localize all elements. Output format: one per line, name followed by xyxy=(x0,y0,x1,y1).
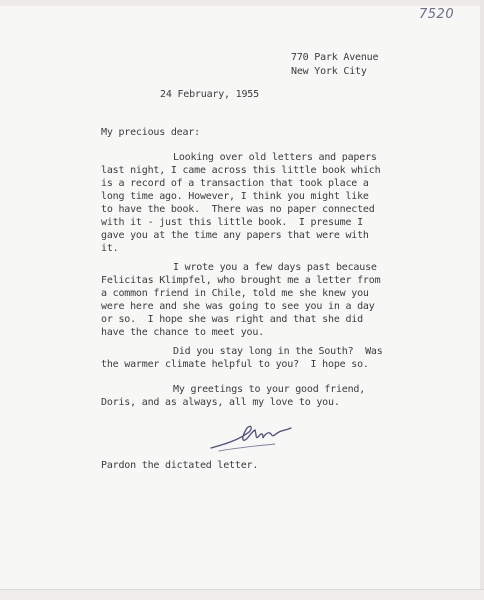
paragraph-line: were here and she was going to see you in a day xyxy=(101,301,375,312)
paragraph-line: the warmer climate helpful to you? I hope so. xyxy=(101,359,369,370)
sender-address xyxy=(291,52,379,96)
paragraph-line: Felicitas Klimpfel, who brought me a letter from xyxy=(101,275,381,286)
paragraph-line: is a record of a transaction that took place a xyxy=(101,178,369,189)
address-city: New York City xyxy=(291,66,367,77)
handwritten-signature xyxy=(205,418,295,454)
paragraph-line: gave you at the time any papers that were with xyxy=(101,230,369,241)
paragraph-line: Doris, and as always, all my love to you. xyxy=(101,397,340,408)
postscript: Pardon the dictated letter. xyxy=(101,460,259,471)
letter-date: 24 February, 1955 xyxy=(160,89,259,100)
paper-edge-bottom xyxy=(0,589,484,600)
address-street: 770 Park Avenue xyxy=(291,52,379,63)
paragraph-line: I wrote you a few days past because xyxy=(173,262,377,273)
paragraph-line: Looking over old letters and papers xyxy=(173,152,377,163)
paragraph-line: last night, I came across this little book which xyxy=(101,165,381,176)
salutation: My precious dear: xyxy=(101,127,200,138)
paragraph-line: have the chance to meet you. xyxy=(101,327,264,338)
paper-edge-right xyxy=(480,0,484,600)
paper-edge-top xyxy=(0,0,484,6)
paragraph-1 xyxy=(101,152,381,262)
paragraph-line: a common friend in Chile, told me she knew you xyxy=(101,288,369,299)
paragraph-line: long time ago. However, I think you might like xyxy=(101,191,369,202)
paragraph-line: with it - just this little book. I presume I xyxy=(101,217,363,228)
paragraph-line: it. xyxy=(101,243,119,254)
paragraph-line: or so. I hope she was right and that she did xyxy=(101,314,363,325)
paragraph-4 xyxy=(101,384,366,428)
catalog-number: 7520 xyxy=(419,7,455,22)
paragraph-line: Did you stay long in the South? Was xyxy=(173,346,383,357)
paragraph-line: My greetings to your good friend, xyxy=(173,384,366,395)
paragraph-line: to have the book. There was no paper connected xyxy=(101,204,375,215)
paragraph-2 xyxy=(101,262,381,350)
